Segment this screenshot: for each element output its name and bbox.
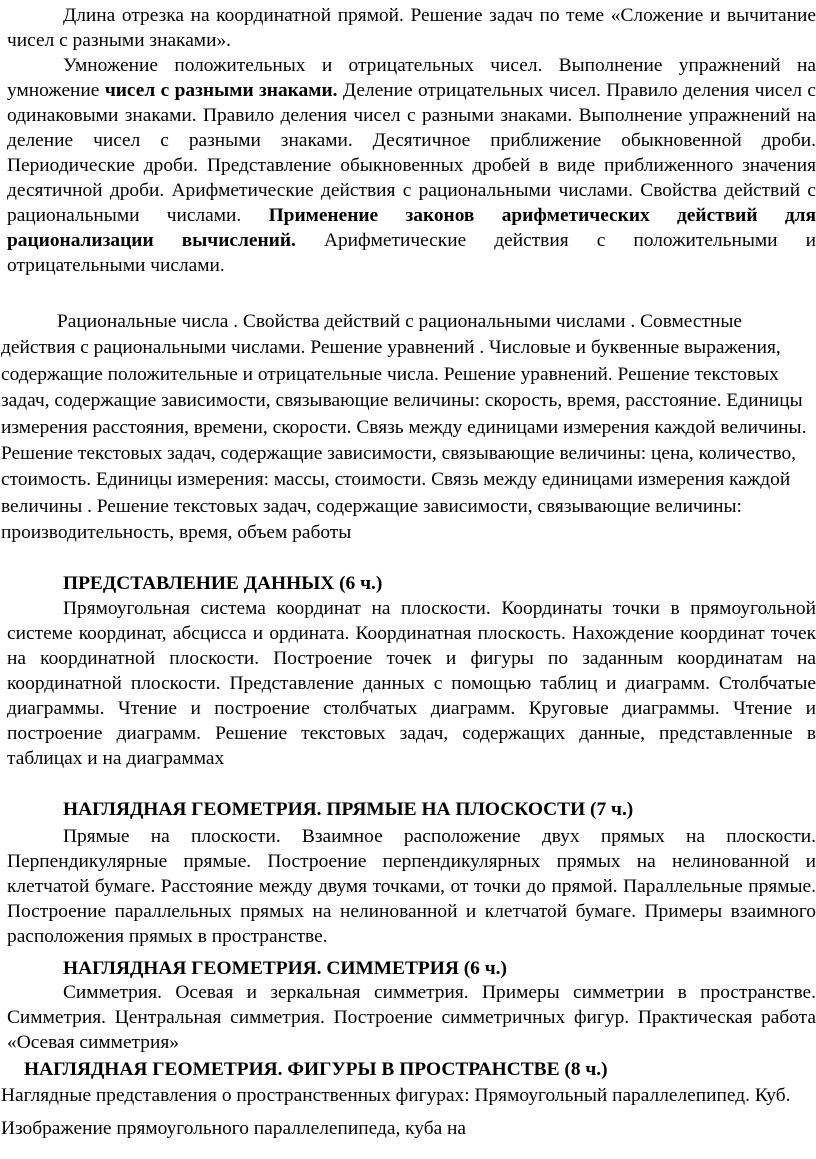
section-heading-symmetry: НАГЛЯДНАЯ ГЕОМЕТРИЯ. СИММЕТРИЯ (6 ч.) [63,958,507,979]
p2-bold-a: чисел с разными знаками. [104,80,338,101]
section-heading-lines: НАГЛЯДНАЯ ГЕОМЕТРИЯ. ПРЯМЫЕ НА ПЛОСКОСТИ (7 ч.) [63,799,634,820]
paragraph-solids: Наглядные представления о пространственных фигурах: Прямоугольный параллелепипед. Куб. Изображение прямоугольного параллелепипеда, куба на [1,1085,791,1139]
p2-text-b: Деление отрицательных чисел. Правило деления чисел с одинаковыми знаками. Правило деления чисел с разными знаками. Выполнение упражнений на деление чисел с разными знаками. Десятичное приближение обыкновенной дроби. Периодические дроби. Представление обыкновенных дробей в виде приближенного значения десятичной дроби. Арифметические действия с рациональными числами. Свойства действий с рациональными числами. [7,80,816,226]
paragraph-lines: Прямые на плоскости. Взаимное расположение двух прямых на плоскости. Перпендикулярные прямые. Построение перпендикулярных прямых на нелинованной и клетчатой бумаге. Расстояние между двумя точками, от точки до прямой. Параллельные прямые. Построение параллельных прямых на нелинованной и клетчатой бумаге. Примеры взаимного расположения прямых в пространстве. [7,826,816,947]
p2-text-c: Арифметические действия с положительными и отрицательными числами. [7,230,816,276]
p2-bold-b: Применение законов арифметических действий для рационализации вычислений. [7,205,816,251]
section-heading-data: ПРЕДСТАВЛЕНИЕ ДАННЫХ (6 ч.) [63,573,383,594]
paragraph-line-segment: Длина отрезка на координатной прямой. Решение задач по теме «Сложение и вычитание чисел с разными знаками». [7,5,816,51]
paragraph-symmetry: Симметрия. Осевая и зеркальная симметрия. Примеры симметрии в пространстве. Симметрия. Центральная симметрия. Построение симметричных фигур. Практическая работа «Осевая симметрия» [7,982,816,1053]
paragraph-rational-numbers: Рациональные числа . Свойства действий с рациональными числами . Совместные действия с рациональными числами. Решение уравнений . Числовые и буквенные выражения, содержащие положительные и отрицательные числа. Решение уравнений. Решение текстовых задач, содержащие зависимости, связывающие величины: скорость, время, расстояние. Единицы измерения расстояния, времени, скорости. Связь между единицами измерения каждой величины. Решение текстовых задач, содержащие зависимости, связывающие величины: цена, количество, стоимость. Единицы измерения: массы, стоимости. Связь между единицами измерения каждой величины . Решение текстовых задач, содержащие зависимости, связывающие величины: производительность, время, объем работы [1,311,807,544]
paragraph-multiplication [7,53,816,278]
paragraph-coordinates: Прямоугольная система координат на плоскости. Координаты точки в прямоугольной системе координат, абсцисса и ордината. Координатная плоскость. Нахождение координат точек на координатной плоскости. Построение точек и фигуры по заданным координатам на координатной плоскости. Представление данных с помощью таблиц и диаграмм. Столбчатые диаграммы. Чтение и построение столбчатых диаграмм. Круговые диаграммы. Чтение и построение диаграмм. Решение текстовых задач, содержащих данные, представленные в таблицах и на диаграммах [7,598,816,769]
p2-text-a: Умножение положительных и отрицательных чисел. Выполнение упражнений на умножение [7,55,816,101]
section-heading-solids: НАГЛЯДНАЯ ГЕОМЕТРИЯ. ФИГУРЫ В ПРОСТРАНСТВЕ (8 ч.) [24,1059,608,1080]
